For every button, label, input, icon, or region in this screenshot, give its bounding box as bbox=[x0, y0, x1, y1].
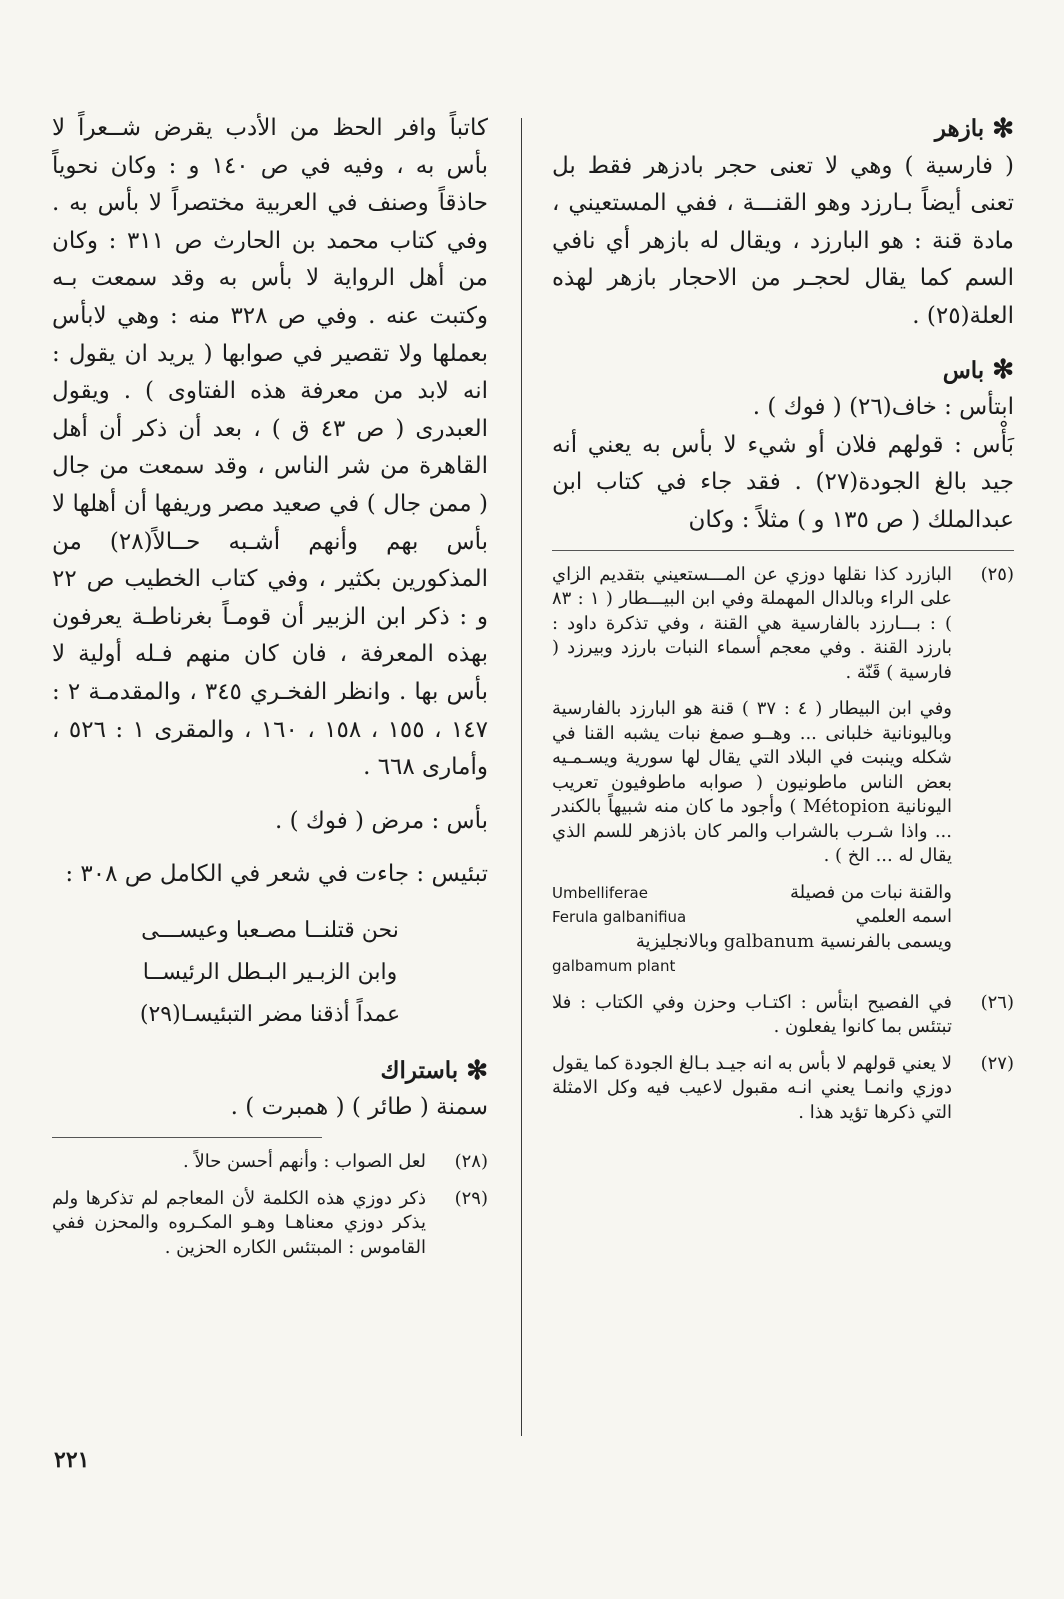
entry-heading-text: بازهر bbox=[934, 115, 985, 142]
footnote-text: البازرد كذا نقلها دوزي عن المـــستعيني بتقديم الزاي على الراء وبالدال المهملة وفي ابن البيـــطار ( ١ : ٨٣ ) : بـــارزد بالفارسية هي القنة ، وفي تذكرة داود : بارزد القنة . وفي معجم أسماء النبات بارزد وبيرزد ( فارسية ) قَنّة . bbox=[552, 563, 952, 683]
latin-row-arabic: ويسمى بالفرنسية galbanum وبالانجليزية bbox=[635, 930, 952, 952]
latin-row-term: galbamum plant bbox=[552, 957, 676, 976]
footnote-separator bbox=[552, 550, 1014, 551]
verse-line: نحن قتلنــا مصـعبا وعيســـى bbox=[141, 917, 399, 943]
footnote-number: (٢٦) bbox=[980, 991, 1014, 1013]
latin-row-term: Ferula galbanifiua bbox=[552, 908, 687, 927]
asterisk-icon: ✻ bbox=[992, 355, 1014, 386]
latin-row-arabic: والقنة نبات من فصيلة bbox=[790, 881, 952, 903]
footnote bbox=[552, 1052, 1014, 1126]
entry-heading-text: باستراك bbox=[380, 1056, 459, 1084]
footnote bbox=[52, 1150, 488, 1175]
body-paragraph: كاتباً وافر الحظ من الأدب يقرض شــعراً لا بأس به ، وفيه في ص ١٤٠ و : وكان نحوياً حاذقاً وصنف في العربية مختصراً لا بأس به . وفي كتاب محمد بن الحارث ص ٣١١ : وكان من أهل الرواية لا بأس به وقد سمعت بـه وكتبت عنه . وفي ص ٣٢٨ منه : وهي لابأس بعملها ولا تقصير في صوابها ( يريد ان يقول : انه لابد من معرفة هذه الفتاوى ) . ويقول العبدرى ( ص ٤٣ ق ) ، بعد أن ذكر أن أهل القاهرة من شر الناس ، وقد سمعت من جال ( ممن جال ) في صعيد مصر وريفها أن أهلها لا بأس بهم وأنهم أشـبه حــالاً(٢٨) من المذكورين بكثير ، وفي كتاب الخطيب ص ٢٢ و : ذكر ابن الزبير أن قومـاً بغرناطـة يعرفون بهذه المعرفة ، فان كان منهم فـله أولية لا بأس بها . وانظر الفخـري ٣٤٥ ، والمقدمـة ٢ : ١٤٧ ، ١٥٥ ، ١٥٨ ، ١٦٠ ، والمقرى ١ : ٥٢٦ ، وأمارى ٦٦٨ . bbox=[52, 115, 489, 781]
latin-row bbox=[552, 930, 952, 955]
footnote-latin-block bbox=[552, 881, 952, 979]
verse-line: وابن الزبـير البـطل الرئيســا bbox=[142, 959, 398, 985]
footnote-number bbox=[966, 881, 1014, 979]
verse-line: عمداً أذقنا مضر التبئيسـا(٢٩) bbox=[139, 1001, 401, 1027]
entry-heading-text: باس bbox=[942, 356, 985, 384]
entry-heading-bas bbox=[552, 352, 1014, 390]
latin-row bbox=[552, 881, 952, 906]
asterisk-icon: ✻ bbox=[992, 113, 1014, 144]
footnote-text: في الفصيح ابتأس : اكتـاب وحزن وفي الكتاب : فلا تبتئس بما كانوا يفعلون . bbox=[552, 991, 952, 1038]
latin-row bbox=[552, 954, 952, 979]
footnote bbox=[552, 563, 1014, 686]
entry-heading-bazhar bbox=[552, 110, 1014, 148]
footnote bbox=[52, 1187, 488, 1261]
footnote-number bbox=[966, 697, 1014, 869]
entry-heading-bastrak bbox=[52, 1052, 488, 1090]
footnote bbox=[552, 697, 1014, 869]
footnote-separator bbox=[52, 1137, 322, 1138]
footnote-number: (٢٨) bbox=[454, 1151, 488, 1173]
asterisk-icon: ✻ bbox=[466, 1055, 488, 1086]
footnote-number: (٢٧) bbox=[980, 1052, 1014, 1074]
footnote bbox=[552, 991, 1014, 1040]
left-column bbox=[52, 110, 488, 1272]
footnote bbox=[552, 881, 1014, 979]
body-paragraph: بأس : مرض ( فوك ) . bbox=[274, 807, 488, 834]
right-column bbox=[552, 110, 1014, 1137]
entry-paragraph: بَأْس : قولهم فلان أو شيء لا بأس به يعني أنه جيد بالغ الجودة(٢٧) . فقد جاء في كتاب ابن عبدالملك ( ص ١٣٥ و ) مثلاً : وكان bbox=[552, 431, 1014, 533]
page-number: ٢٢١ bbox=[54, 1447, 90, 1473]
body-paragraph: تبئيس : جاءت في شعر في الكامل ص ٣٠٨ : bbox=[65, 861, 488, 888]
footnote-number: (٢٥) bbox=[980, 563, 1014, 585]
entry-paragraph: ( فارسية ) وهي لا تعنى حجر بادزهر فقط بل تعنى أيضاً بـارزد وهو القنـــة ، ففي المستعيني ، مادة قنة : هو البارزد ، ويقال له بازهر أي نافي السم كما يقال لحجـر من الاحجار بازهر لهذه العلة(٢٥) . bbox=[552, 152, 1014, 329]
footnote-text: وفي ابن البيطار ( ٤ : ٣٧ ) قنة هو البارزد بالفارسية وباليونانية خلبانى ... وهــو صمغ نبات يشبه القنا في شكله وينبت في البلاد التي يقال لها سورية ويسـمـيه بعض الناس ماطونيون ( صوابه ماطوفيون تعريب اليونانية Métopion ) وأجود ما كان منه شبيهاً بالكندر ... واذا شـرب بالشراب والمر كان باذزهر للسم الذي يقال له ... الخ ) . bbox=[552, 698, 952, 867]
entry-paragraph: ابتأس : خاف(٢٦) ( فوك ) . bbox=[752, 394, 1014, 421]
column-divider bbox=[521, 118, 522, 1436]
footnote-number: (٢٩) bbox=[454, 1187, 488, 1209]
entry-paragraph: سمنة ( طائر ) ( همبرت ) . bbox=[230, 1094, 488, 1121]
footnote-text: لا يعني قولهم لا بأس به انه جيـد بـالغ الجودة كما يقول دوزي وانمـا يعني انـه مقبول لاعيب فيه وكل الامثلة التي ذكرها تؤيد هذا . bbox=[552, 1052, 952, 1123]
footnote-text: ذكر دوزي هذه الكلمة لأن المعاجم لم تذكرها ولم يذكر دوزي معناهـا وهـو المكـروه والمحزن ففي القاموس : المبتئس الكاره الحزين . bbox=[52, 1187, 426, 1258]
latin-row bbox=[552, 905, 952, 930]
latin-row-term: Umbelliferae bbox=[552, 883, 648, 902]
latin-row-arabic: اسمه العلمي bbox=[855, 906, 952, 928]
footnote-text: لعل الصواب : وأنهم أحسن حالاً . bbox=[183, 1151, 426, 1173]
